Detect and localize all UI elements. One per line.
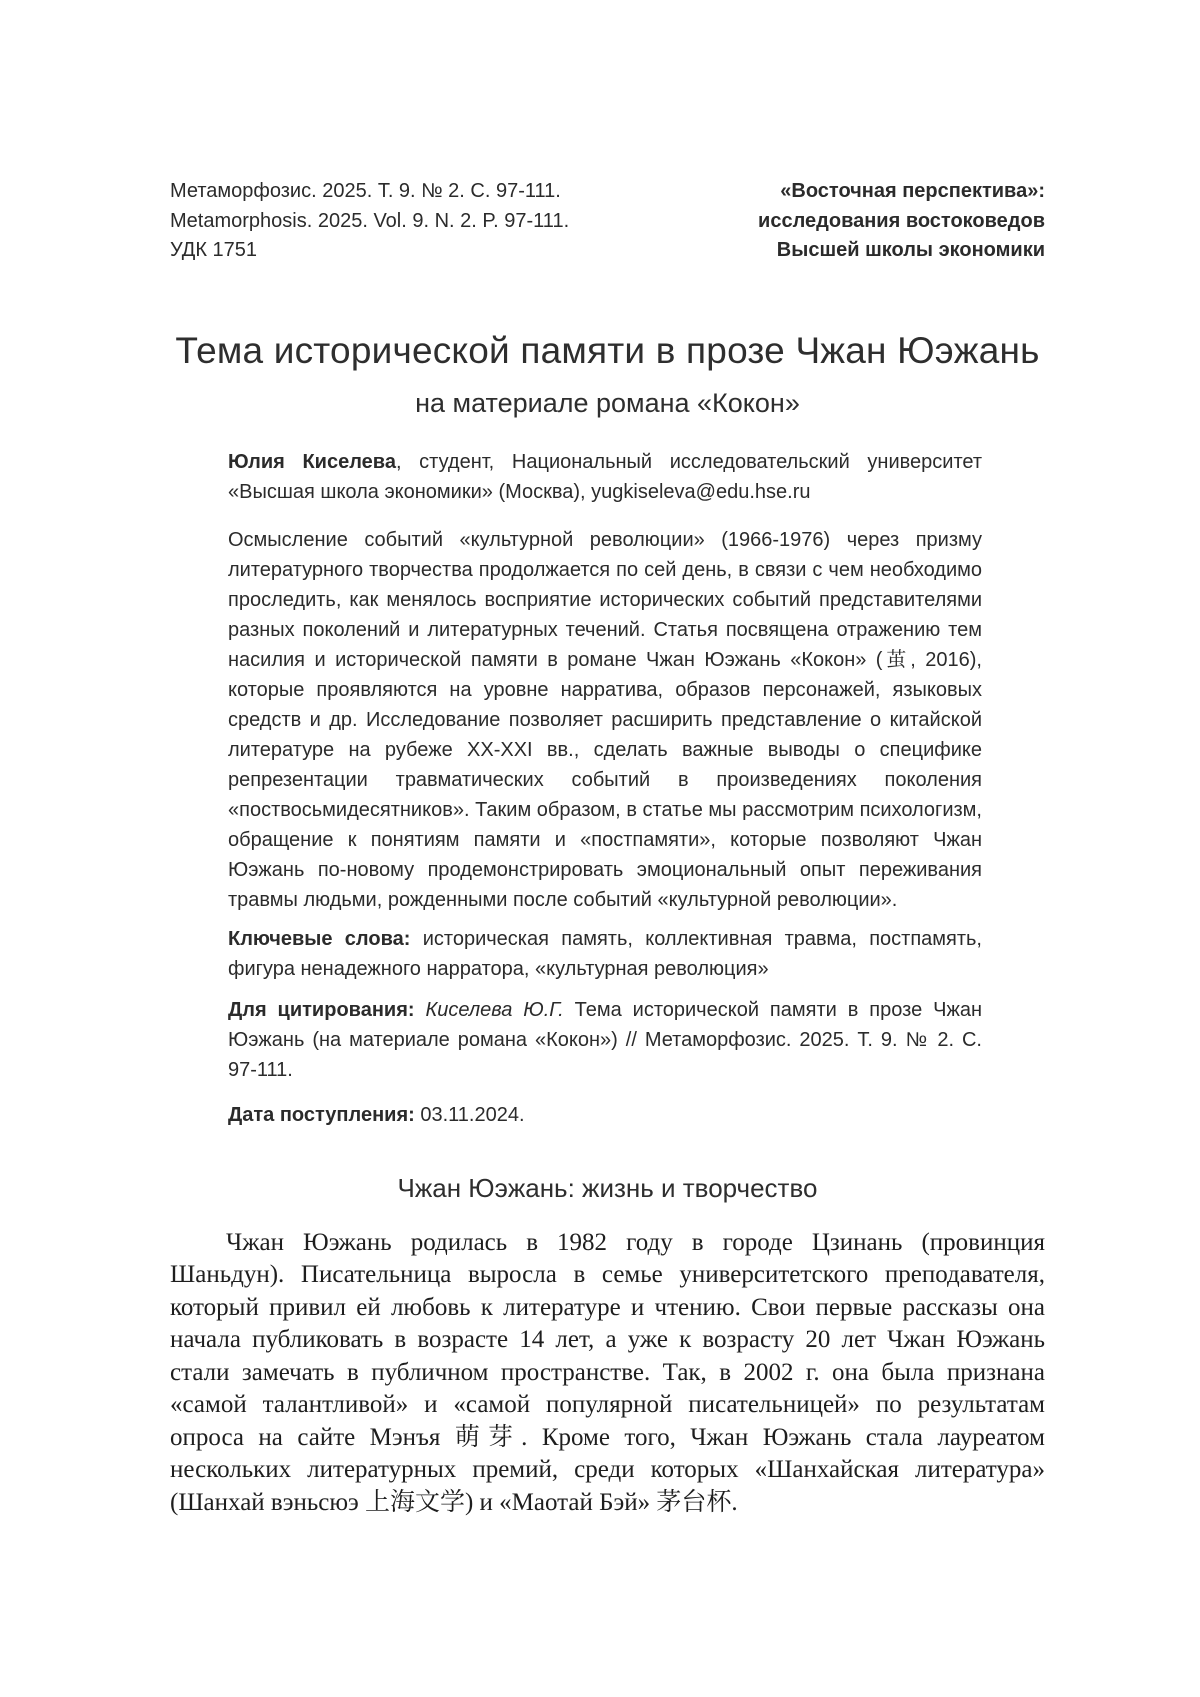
- body-paragraph: Чжан Юэжань родилась в 1982 году в городе Цзинань (провинция Шаньдун). Писательница выросла в семье университетского преподавателя, который привил ей любовь к литературе и чтению. Свои первые рассказы она начала публиковать в возрасте 14 лет, а уже к возрасту 20 лет Чжан Юэжань стали замечать в публичном пространстве. Так, в 2002 г. она была признана «самой талантливой» и «самой популярной писательницей» по результатам опроса на сайте Мэнъя 萌芽. Кроме того, Чжан Юэжань стала лауреатом нескольких литературных премий, среди которых «Шанхайская литература» (Шанхай вэньсюэ 上海文学) и «Маотай Бэй» 茅台杯.: [170, 1228, 1045, 1516]
- citation-text: Тема исторической памяти в прозе Чжан Юэжань (на материале романа «Кокон») // Метаморфозис. 2025. Т. 9. № 2. С. 97-111.: [228, 998, 982, 1081]
- keywords-block: [228, 924, 982, 984]
- issue-title-line-2: исследования востоковедов: [758, 209, 1045, 232]
- journal-citation-block: [170, 177, 569, 266]
- issue-title-line-1: «Восточная перспектива»:: [780, 180, 1045, 202]
- author-affiliation: , студент, Национальный исследовательский университет «Высшая школа экономики» (Москва), yugkiseleva@edu.hse.ru: [228, 450, 983, 503]
- udk-code: УДК 1751: [170, 239, 258, 261]
- received-date-label: Дата поступления:: [228, 1103, 415, 1126]
- citation-author: Киселева Ю.Г.: [414, 998, 564, 1021]
- received-date-block: [228, 1100, 982, 1130]
- received-date-value: 03.11.2024.: [414, 1103, 525, 1126]
- citation-label: Для цитирования:: [228, 998, 415, 1021]
- journal-ref-ru: Метаморфозис. 2025. Т. 9. № 2. С. 97-111.: [170, 180, 561, 202]
- article-content: [170, 177, 1045, 1519]
- keywords-label: Ключевые слова:: [228, 927, 411, 950]
- section-heading: Чжан Юэжань: жизнь и творчество: [397, 1172, 818, 1203]
- issue-title-block: [758, 177, 1045, 266]
- journal-header: [170, 177, 1045, 266]
- article-subtitle: на материале романа «Кокон»: [415, 387, 800, 418]
- keywords-text: историческая память, коллективная травма, постпамять, фигура ненадежного нарратора, «культурная революция»: [228, 927, 982, 980]
- journal-ref-en: Metamorphosis. 2025. Vol. 9. N. 2. P. 97-111.: [170, 209, 570, 232]
- author-block: [228, 447, 982, 507]
- article-title: Тема исторической памяти в прозе Чжан Юэжань: [175, 329, 1040, 371]
- citation-block: [228, 995, 982, 1085]
- author-name: Юлия Киселева: [228, 450, 396, 473]
- issue-title-line-3: Высшей школы экономики: [776, 239, 1045, 261]
- abstract-text: Осмысление событий «культурной революции» (1966-1976) через призму литературного творчества продолжается по сей день, в связи с чем необходимо проследить, как менялось восприятие исторических событий представителями разных поколений и литературных течений. Статья посвящена отражению тем насилия и исторической памяти в романе Чжан Юэжань «Кокон» (茧, 2016), которые проявляются на уровне нарратива, образов персонажей, языковых средств и др. Исследование позволяет расширить представление о китайской литературе на рубеже XX-XXI вв., сделать важные выводы о специфике репрезентации травматических событий в произведениях поколения «поствосьмидесятников». Таким образом, в статье мы рассмотрим психологизм, обращение к понятиям памяти и «постпамяти», которые позволяют Чжан Юэжань по-новому продемонстрировать эмоциональный опыт переживания травмы людьми, рожденными после событий «культурной революции».: [228, 528, 982, 911]
